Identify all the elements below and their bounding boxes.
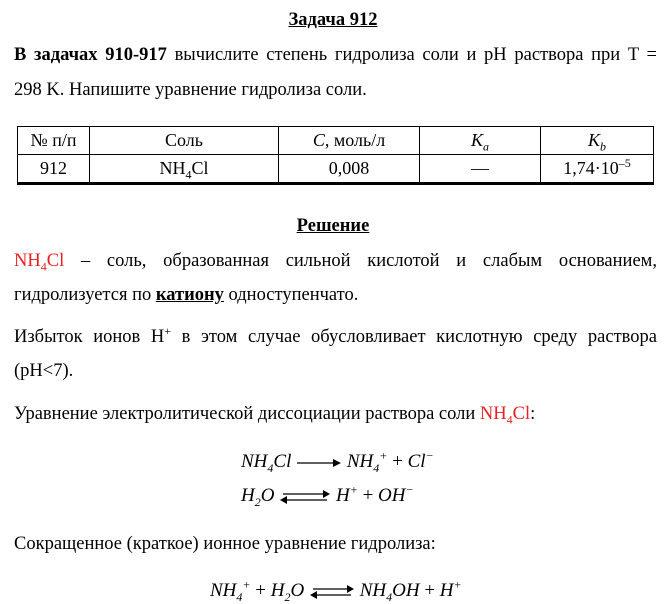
right-arrow-icon [296,457,342,469]
header-ka [420,127,541,155]
kb-symbol: K [587,130,600,150]
salt-formula-sub: 4 [185,167,192,182]
cell-num: 912 [18,155,90,184]
salt-name-red-2: $NH_4Cl$ [479,404,531,427]
task-intro-line1 [14,45,657,66]
solution-title: Решение [296,216,370,236]
solution-p1-line2: гидролизуется по катиону одноступенчато. [14,285,359,305]
salt-name-red: $NH_4Cl$ [14,251,65,274]
cell-conc: 0,008 [279,155,420,184]
salt-formula-tail: Cl [191,158,209,178]
table-row [18,155,654,184]
solution-p2-line1: Избыток ионов H+ в этом случае обусловливает кислотную среду раствора [14,323,657,347]
cell-kb [541,155,654,184]
solution-p1-line1 [14,251,657,272]
solution-p2-line2: (pH<7). [14,361,74,381]
equilibrium-arrows-icon [279,489,331,505]
table-header-row [18,127,654,155]
cation-emphasis: катиону [155,285,224,305]
ka-symbol: K [470,130,483,150]
equation-dissociation: $NH_4Cl$ $NH_4^+ + Cl^-$ [241,448,434,475]
header-salt: Соль [90,127,279,155]
data-table [17,126,654,185]
task-title: Задача 912 [288,10,378,30]
equation-hydrolysis: $NH_4^+ + H_2O$ $NH_4OH + H^+$ [210,577,462,604]
conc-symbol: C [312,130,325,150]
task-range: В задачах 910-917 [14,45,167,65]
header-num: № п/п [18,127,90,155]
kb-subscript: b [600,139,606,154]
header-conc [279,127,420,155]
cell-ka: — [420,155,541,184]
kb-mantissa: 1,74·10 [563,158,619,178]
equation-water: $H_2O$ H+ + OH− [241,482,414,509]
task-intro-text: вычислите степень гидролиза соли и pH раствора при T = [166,45,657,65]
salt-formula-main: NH [159,158,186,178]
cell-salt [90,155,279,184]
p1-text: – соль, образованная сильной кислотой и слабым основанием, [64,251,657,271]
conc-unit: , моль/л [324,130,386,150]
ka-subscript: a [483,139,489,154]
solution-p4: Сокращенное (краткое) ионное уравнение гидролиза: [14,534,436,554]
kb-exponent: –5 [618,156,631,170]
solution-p3: Уравнение электролитической диссоциации раствора соли $NH_4Cl$: [14,404,536,427]
task-intro-line2: 298 K. Напишите уравнение гидролиза соли. [14,80,367,100]
header-kb [541,127,654,155]
equilibrium-arrows-icon-2 [309,584,355,600]
